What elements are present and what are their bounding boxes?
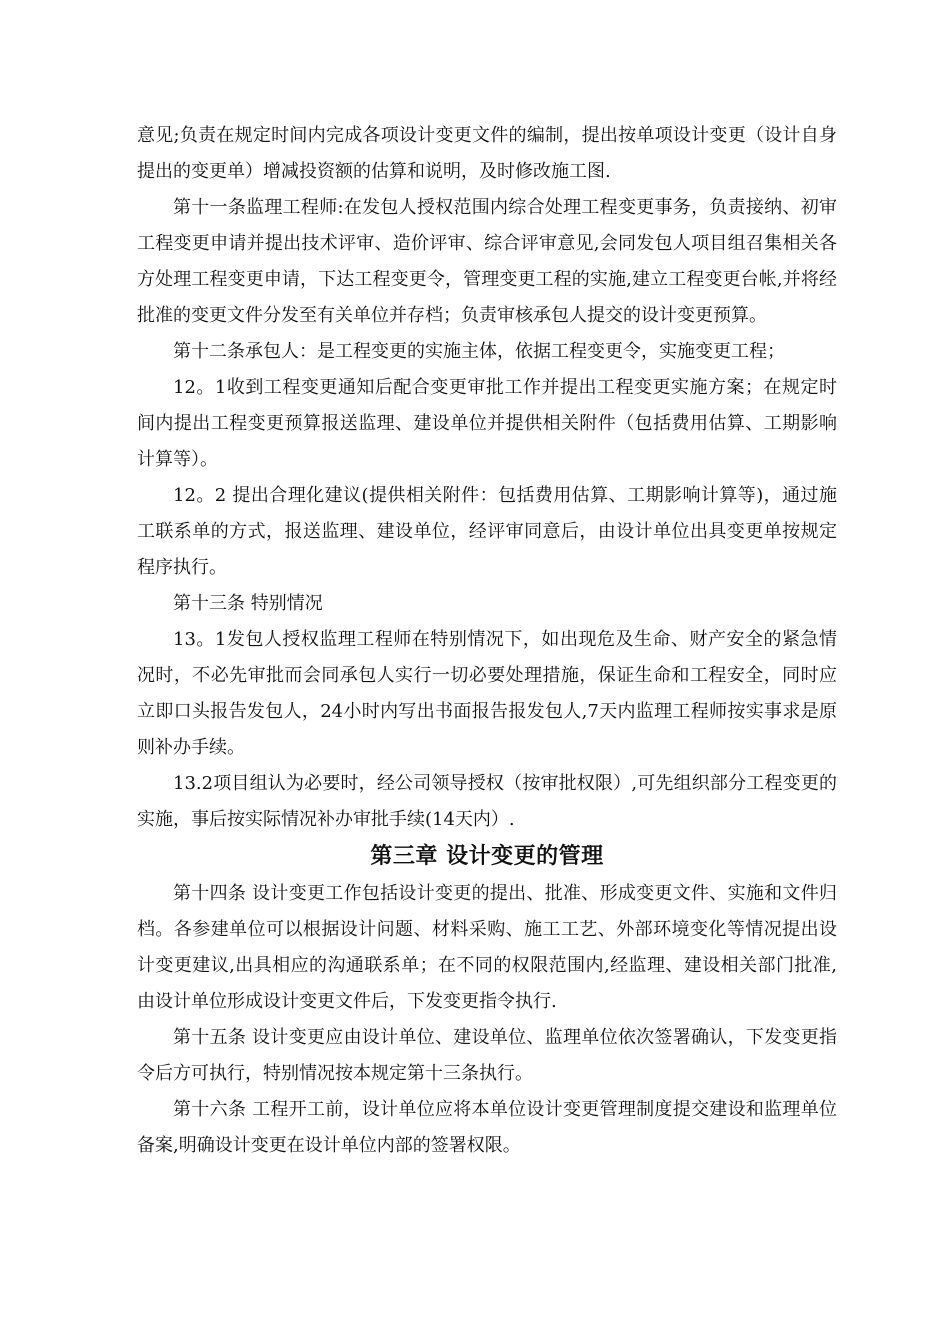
clause-13-1-paragraph: 13。1发包人授权监理工程师在特别情况下，如出现危及生命、财产安全的紧急情况时，不必先审批而会同承包人实行一切必要处理措施，保证生命和工程安全，同时应立即口头报告发包人，24小时内写出书面报告报发包人,7天内监理工程师按实事求是原则补办手续。 — [137, 629, 837, 758]
document-body — [137, 118, 837, 1164]
clause-12-2-paragraph: 12。2 提出合理化建议(提供相关附件：包括费用估算、工期影响计算等)，通过施工联系单的方式，报送监理、建设单位，经评审同意后，由设计单位出具变更单按规定程序执行。 — [137, 485, 837, 578]
paragraph-continuation: 意见;负责在规定时间内完成各项设计变更文件的编制，提出按单项设计变更（设计自身提出的变更单）增减投资额的估算和说明，及时修改施工图. — [137, 125, 837, 182]
article-11-paragraph: 第十一条监理工程师:在发包人授权范围内综合处理工程变更事务，负责接纳、初审工程变更申请并提出技术评审、造价评审、综合评审意见,会同发包人项目组召集相关各方处理工程变更申请，下达工程变更令，管理变更工程的实施,建立工程变更台帐,并将经批准的变更文件分发至有关单位并存档；负责审核承包人提交的设计变更预算。 — [137, 197, 837, 326]
chapter-heading: 第三章 设计变更的管理 — [370, 844, 604, 869]
article-12-paragraph: 第十二条承包人：是工程变更的实施主体，依据工程变更令，实施变更工程； — [173, 341, 785, 362]
clause-13-2-paragraph: 13.2项目组认为必要时，经公司领导授权（按审批权限）,可先组织部分工程变更的实施，事后按实际情况补办审批手续(14天内）. — [137, 773, 837, 830]
article-16-paragraph: 第十六条 工程开工前，设计单位应将本单位设计变更管理制度提交建设和监理单位备案,明确设计变更在设计单位内部的签署权限。 — [137, 1099, 837, 1156]
article-13-heading: 第十三条 特别情况 — [173, 593, 323, 614]
article-14-paragraph: 第十四条 设计变更工作包括设计变更的提出、批准、形成变更文件、实施和文件归档。各参建单位可以根据设计问题、材料采购、施工工艺、外部环境变化等情况提出设计变更建议,出具相应的沟通联系单；在不同的权限范围内,经监理、建设相关部门批准,由设计单位形成设计变更文件后，下发变更指令执行. — [137, 883, 837, 1012]
article-15-paragraph: 第十五条 设计变更应由设计单位、建设单位、监理单位依次签署确认，下发变更指令后方可执行，特别情况按本规定第十三条执行。 — [137, 1027, 837, 1084]
clause-12-1-paragraph: 12。1收到工程变更通知后配合变更审批工作并提出工程变更实施方案；在规定时间内提出工程变更预算报送监理、建设单位并提供相关附件（包括费用估算、工期影响计算等）。 — [137, 377, 837, 470]
